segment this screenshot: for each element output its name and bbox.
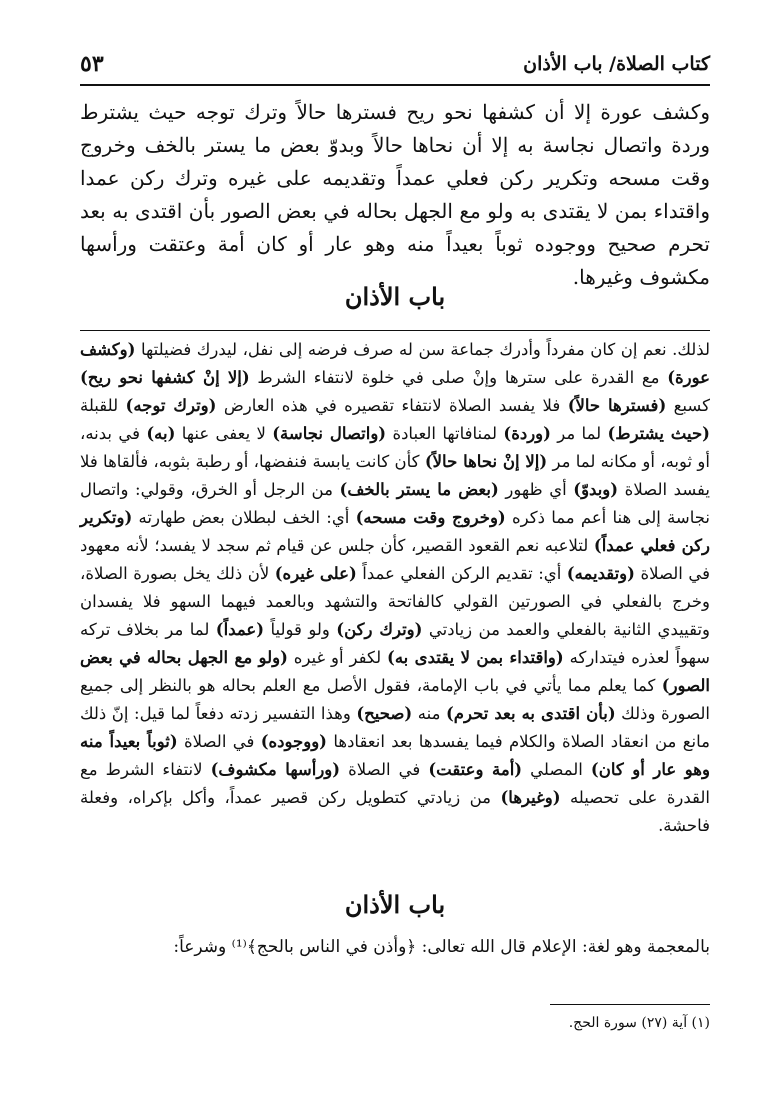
quoted-text-span: (وترك ركن) (336, 620, 423, 639)
quoted-text-span: (ثوباً بعيداً منه وهو عار أو كان) (80, 732, 710, 779)
commentary-span: كسبع (666, 396, 710, 415)
quoted-text-span: (وخروج وقت مسحه) (355, 508, 506, 527)
commentary-span: لذلك. نعم إن كان مفرداً وأدرك جماعة سن له صرف فرضه إلى نفل، ليدرك فضيلتها (135, 340, 710, 359)
commentary-span: أي: الخف لبطلان بعض طهارته (132, 508, 356, 527)
commentary-span: وهذا التفسير زدته دفعاً لما قيل: إنّ ذلك مانع من انعقاد الصلاة والكلام فيما يفسدها بعد انعقادها (80, 704, 710, 751)
commentary-span: مع القدرة على سترها وإنْ صلى في خلوة لانتفاء الشرط (249, 368, 668, 387)
section-title: باب الأذان (344, 282, 446, 311)
main-text (80, 96, 710, 294)
quoted-text-span: (حيث يشترط) (607, 424, 710, 443)
quoted-text-span: (واقتداء بمن لا يقتدى به) (387, 648, 564, 667)
commentary-span: من الرجل أو الخرق، وقولي: واتصال نجاسة إلى هنا أعم مما ذكره (80, 480, 711, 527)
quoted-text-span: (ورأسها مكشوف) (210, 760, 341, 779)
quoted-text-span: (به) (146, 424, 176, 443)
commentary-span: لا يعفى عنها (175, 424, 273, 443)
commentary-span: لانتفاء الشرط مع القدرة على تحصيله (80, 760, 710, 807)
commentary-span: في بدنه، أو ثوبه، أو مكانه لما مر (80, 424, 710, 471)
commentary-span: في الصلاة (177, 732, 261, 751)
page-header (80, 44, 710, 86)
quoted-text-span: (بأن اقتدى به بعد تحرم) (445, 704, 616, 723)
commentary-span: لمنافاتها العبادة (386, 424, 504, 443)
commentary-span: لتلاعبه نعم القعود القصير، كأن جلس عن قيام ثم سجد لا يفسد؛ لأنه معهود في الصلاة (80, 536, 710, 583)
quoted-text-span: (وردة) (503, 424, 551, 443)
commentary-span: فلا يفسد الصلاة لانتفاء تقصيره في هذه العارض (216, 396, 568, 415)
quoted-text-span: (بعض ما يستر بالخف) (339, 480, 499, 499)
quoted-text-span: (صحيح) (356, 704, 413, 723)
commentary-span: من زيادتي كتطويل ركن قصير عمداً، وأكل بإكراه، وفعلة فاحشة. (80, 788, 710, 835)
footnote-divider (550, 1004, 710, 1005)
commentary-span: لكفر أو غيره (287, 648, 388, 667)
commentary-section-title: باب الأذان (344, 890, 446, 919)
quoted-text-span: (فسترها حالاً) (567, 396, 667, 415)
commentary-span: لما مر بخلاف تركه سهواً لعذره فيتداركه (80, 620, 710, 667)
commentary-paragraph (80, 336, 710, 840)
running-head: كتاب الصلاة/ باب الأذان (523, 53, 710, 75)
page-number: ٥٣ (80, 51, 104, 77)
quoted-text-span: (ووجوده) (260, 732, 327, 751)
commentary-span: أي ظهور (498, 480, 574, 499)
quoted-text-span: (إلا إنْ كشفها نحو ريح) (80, 368, 250, 387)
main-text-paragraph: وكشف عورة إلا أن كشفها نحو ريح فسترها حالاً وترك توجه حيث يشترط وردة واتصال نجاسة به إلا أن نحاها حالاً وبدوّ بعض ما يستر بالخف وخروج وقت مسحه وتكرير ركن فعلي عمداً وتقديمه على غيره وترك ركن عمدا واقتداء بمن لا يقتدى به ولو مع الجهل بحاله في بعض الصور بأن اقتدى به بعد تحرم صحيح ووجوده ثوباً بعيداً منه وهو عار أو كان أمة وعتقت ورأسها مكشوف وغيرها. (80, 100, 710, 289)
quoted-text-span: (وكشف عورة) (80, 340, 710, 387)
commentary-span: منه (412, 704, 446, 723)
footnote: (١) آية (٢٧) سورة الحج. (568, 1015, 710, 1031)
quoted-text-span: (ولو مع الجهل بحاله في بعض الصور) (80, 648, 710, 695)
commentary-span: كأن كانت يابسة فنفضها، أو رطبة بثوبه، فألقاها فلا يفسد الصلاة (80, 452, 710, 499)
commentary-text (80, 336, 710, 840)
commentary-span: ولو قولياً (264, 620, 337, 639)
commentary-span: كما يعلم مما يأتي في باب الإمامة، فقول الأصل مع العلم بحاله هو بالنظر إلى جميع الصورة وذلك (80, 676, 710, 723)
commentary-span: المصلي (522, 760, 591, 779)
section-divider (80, 330, 710, 331)
quoted-text-span: (وتقديمه) (566, 564, 635, 583)
commentary-span: للقبلة (80, 396, 126, 415)
quoted-text-span: (وغيرها) (500, 788, 561, 807)
quoted-text-span: (على غيره) (274, 564, 357, 583)
commentary-span: لما مر (550, 424, 608, 443)
quoted-text-span: (أمة وعتقت) (428, 760, 523, 779)
quoted-text-span: (واتصال نجاسة) (272, 424, 387, 443)
commentary-span: أي: تقديم الركن الفعلي عمداً (356, 564, 567, 583)
commentary-span: لأن ذلك يخل بصورة الصلاة، وخرج بالفعلي في الصورتين القولي كالفاتحة والتشهد وبالعمد فيهما السهو فلا يفسدان وتقييدي الثانية بالفعلي والعمد من زيادتي (80, 564, 711, 639)
quoted-text-span: (وتكرير ركن فعلي عمداً) (80, 508, 710, 555)
quoted-text-span: (إلا إنْ نحاها حالاً) (424, 452, 548, 471)
quoted-text-span: (عمداً) (215, 620, 265, 639)
quoted-text-span: (وبدوّ) (573, 480, 619, 499)
commentary-continuation: بالمعجمة وهو لغة: الإعلام قال الله تعالى: ﴿وأذن في الناس بالحج﴾⁽¹⁾ وشرعاً: (173, 937, 710, 957)
commentary-span: في الصلاة (340, 760, 429, 779)
quoted-text-span: (وترك توجه) (125, 396, 217, 415)
